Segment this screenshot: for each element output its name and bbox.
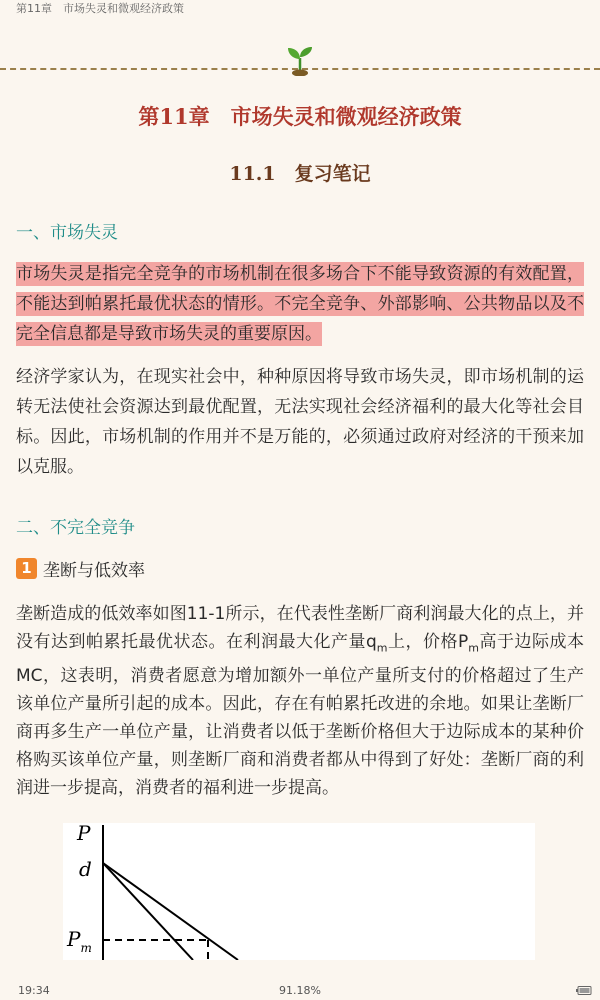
label-pm-main: P — [67, 927, 81, 951]
monopoly-graph — [63, 823, 535, 960]
p3-text-a: 垄断造成的低效率如图11-1所示，在代表性垄断厂商利润最大化的点上，并没有达到帕累托最优状态。在利润最大化产量q — [16, 604, 584, 652]
highlighted-paragraph[interactable] — [16, 259, 584, 349]
label-pm-sub: m — [80, 941, 92, 955]
label-pm — [66, 927, 92, 955]
top-bar — [0, 0, 600, 18]
paragraph-monopoly — [16, 600, 584, 802]
paragraph-economists: 经济学家认为，在现实社会中，种种原因将导致市场失灵，即市场机制的运转无法使社会资源达到最优配置，无法实现社会经济福利的最大化等社会目标。因此，市场机制的作用并不是万能的，必须通过政府对经济的干预来加以克服。 — [16, 367, 584, 477]
label-d: d — [79, 857, 92, 881]
heading-imperfect-competition: 二、不完全竞争 — [16, 518, 135, 538]
subheading-monopoly — [16, 556, 145, 581]
chapter-ornament — [0, 40, 600, 76]
section-title: 11.1 复习笔记 — [229, 163, 371, 185]
heading-market-failure: 一、市场失灵 — [16, 223, 118, 243]
battery-icon — [576, 986, 592, 995]
p3-sub-m1: m — [376, 641, 388, 655]
sprout-icon — [285, 44, 315, 76]
figure-11-1 — [63, 823, 535, 960]
status-bar — [0, 982, 600, 1000]
running-title: 第11章 市场失灵和微观经济政策 — [16, 2, 184, 15]
reading-progress: 91.18% — [279, 984, 321, 997]
subheading-text: 垄断与低效率 — [43, 561, 145, 581]
clock: 19:34 — [18, 984, 50, 997]
axis-label-p: P — [77, 823, 91, 845]
p3-sub-m2: m — [468, 641, 479, 655]
chapter-title: 第11章 市场失灵和微观经济政策 — [138, 104, 462, 129]
number-badge: 1 — [16, 558, 37, 579]
p3-text-b: 上，价格P — [387, 632, 469, 652]
p3-text-c: 高于边际成本MC，这表明，消费者愿意为增加额外一单位产量所支付的价格超过了生产该单位产量所引起的成本。因此，存在有帕累托改进的余地。如果让垄断厂商再多生产一单位产量，让消费者以低于垄断价格但大于边际成本的某种价格购买该单位产量，则垄断厂商和消费者都从中得到了好处：垄断厂商的利润进一步提高，消费者的福利进一步提高。 — [16, 632, 584, 799]
highlight-text: 市场失灵是指完全竞争的市场机制在很多场合下不能导致资源的有效配置，不能达到帕累托最优状态的情形。不完全竞争、外部影响、公共物品以及不完全信息都是导致市场失灵的重要原因。 — [16, 264, 584, 344]
